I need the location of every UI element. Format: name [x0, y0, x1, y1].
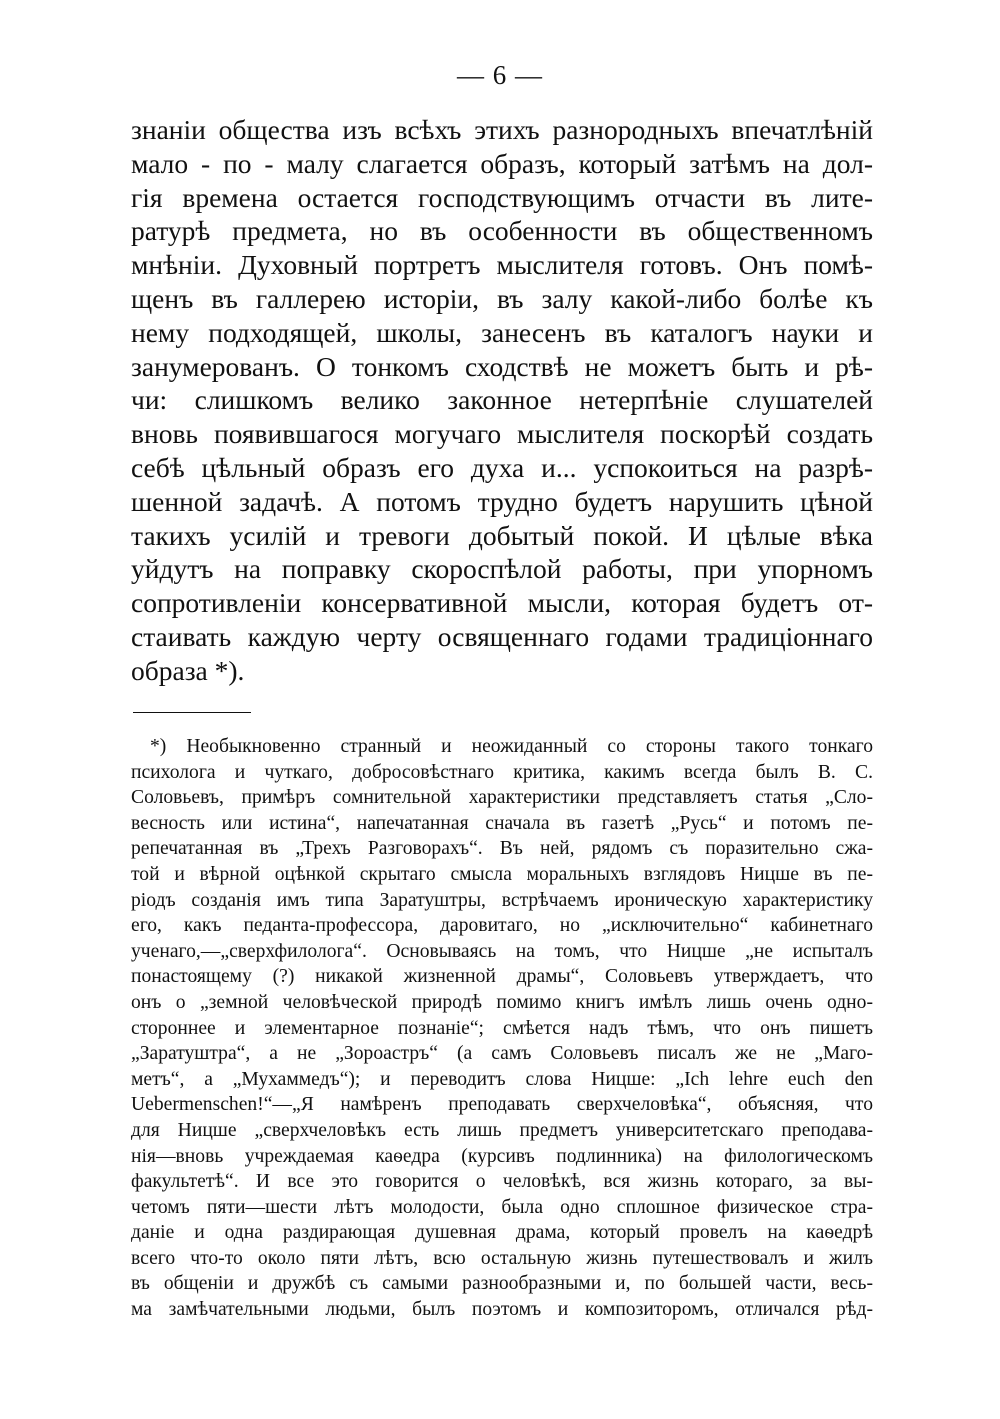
footnote-line: онъ о „земной человѣческой природѣ помимо книгъ имѣлъ лишь очень одно- — [131, 991, 873, 1013]
footnote-separator — [133, 712, 251, 713]
footnote-line: Uebermenschen!“—„Я намѣренъ преподавать сверхчеловѣка“, объясняя, что — [131, 1094, 873, 1116]
main-text-line: образа *). — [131, 654, 245, 686]
footnote-line: его, какъ педанта-профессора, даровитаго, но „исключительно“ кабинетнаго — [131, 915, 873, 937]
main-text-line: мнѣнiи. Духовный портретъ мыслителя готовъ. Онъ помѣ- — [131, 249, 873, 281]
footnote-line: факультетѣ“. И все это говорится о человѣкѣ, вся жизнь котораго, за вы- — [131, 1171, 873, 1193]
footnote-line: метъ“, а „Мухаммедъ“); и переводитъ слова Ницше: „Ich lehre euch den — [131, 1068, 873, 1090]
footnote-line: всего что-то около пяти лѣтъ, всю остальную жизнь путешествовалъ и жилъ — [131, 1247, 873, 1269]
main-text-line: мало - по - малу слагается образъ, который затѣмъ на дол- — [131, 147, 873, 179]
footnote-line: репечатанная въ „Трехъ Разговорахъ“. Въ ней, рядомъ съ поразительно сжа- — [131, 838, 873, 860]
footnote-line: той и вѣрной оцѣнкой скрытаго смысла моральныхъ взглядовъ Ницше въ пе- — [131, 863, 873, 885]
footnote-line: *) Необыкновенно странный и неожиданный со стороны такого тонкаго — [150, 736, 873, 757]
page-number: — 6 — — [457, 60, 543, 90]
main-text-line: щенъ въ галлерею исторiи, въ залу какой-либо болѣе къ — [131, 282, 873, 314]
footnote-line: для Ницше „сверхчеловѣкъ есть лишь предметъ университетскаго преподава- — [131, 1119, 873, 1141]
footnote-line: четомъ пяти—шести лѣтъ молодости, была одно сплошное физическое стра- — [131, 1196, 873, 1218]
main-text-line: стаивать каждую черту освященнаго годами традицiоннаго — [131, 620, 873, 652]
main-text-line: чи: слишкомъ велико законное нетерпѣнiе слушателей — [131, 384, 873, 416]
footnote-line: стороннее и элементарное познанiе“; смѣется надъ тѣмъ, что онъ пишетъ — [131, 1017, 873, 1039]
main-text-line: вновь появившагося могучаго мыслителя поскорѣй создать — [131, 418, 873, 450]
footnote-line: ма замѣчательными людьми, былъ поэтомъ и композиторомъ, отличался рѣд- — [131, 1299, 873, 1321]
footnote-line: весность или истина“, напечатанная сначала въ газетѣ „Русь“ и потомъ пе- — [131, 812, 873, 834]
main-text-block — [131, 113, 873, 688]
main-text-line: себѣ цѣльный образъ его духа и... успокоиться на разрѣ- — [131, 451, 873, 483]
footnote-line: данiе и одна раздирающая душевная драма, который провелъ на каѳедрѣ — [131, 1222, 873, 1244]
main-text-line: гiя времена остается господствующимъ отчасти въ лите- — [131, 181, 873, 213]
footnote-line: нiя—вновь учреждаемая каѳедра (курсивъ подлинника) на филологическомъ — [131, 1145, 873, 1167]
footnote-line: рiодъ созданiя имъ типа Заратуштры, встрѣчаемъ ироническую характеристику — [131, 889, 873, 911]
footnote-line: ученаго,—„сверхфилолога“. Основываясь на томъ, что Ницше „не испыталъ — [131, 940, 873, 962]
main-text-line: шенной задачѣ. А потомъ трудно будетъ нарушить цѣной — [131, 485, 873, 517]
main-text-line: уйдутъ на поправку скороспѣлой работы, при упорномъ — [131, 553, 873, 585]
footnote-line: Соловьевъ, примѣръ сомнительной характеристики представляетъ статья „Сло- — [131, 787, 873, 809]
footnote-line: „Заратуштра“, а не „Зороастръ“ (а самъ Соловьевъ писалъ же не „Маго- — [131, 1043, 873, 1065]
main-text-line: ратурѣ предмета, но въ особенности въ общественномъ — [131, 215, 873, 247]
footnote-line: психолога и чуткаго, добросовѣстнаго критика, какимъ всегда былъ В. С. — [131, 761, 873, 783]
footnote-line: въ общенiи и дружбѣ съ самыми разнообразными и, по большей части, весь- — [131, 1273, 873, 1295]
footnote-line: понастоящему (?) никакой жизненной драмы“, Соловьевъ утверждаетъ, что — [131, 966, 873, 988]
footnote-block — [131, 734, 873, 1323]
main-text-line: сопротивленiи консервативной мысли, которая будетъ от- — [131, 587, 873, 619]
main-text-line: нему подходящей, школы, занесенъ въ каталогъ науки и — [131, 316, 873, 348]
main-text-line: знанiи общества изъ всѣхъ этихъ разнородныхъ впечатлѣнiй — [131, 114, 873, 145]
main-text-line: занумерованъ. О тонкомъ сходствѣ не можетъ быть и рѣ- — [131, 350, 873, 382]
main-text-line: такихъ усилiй и тревоги добытый покой. И цѣлые вѣка — [131, 519, 873, 551]
